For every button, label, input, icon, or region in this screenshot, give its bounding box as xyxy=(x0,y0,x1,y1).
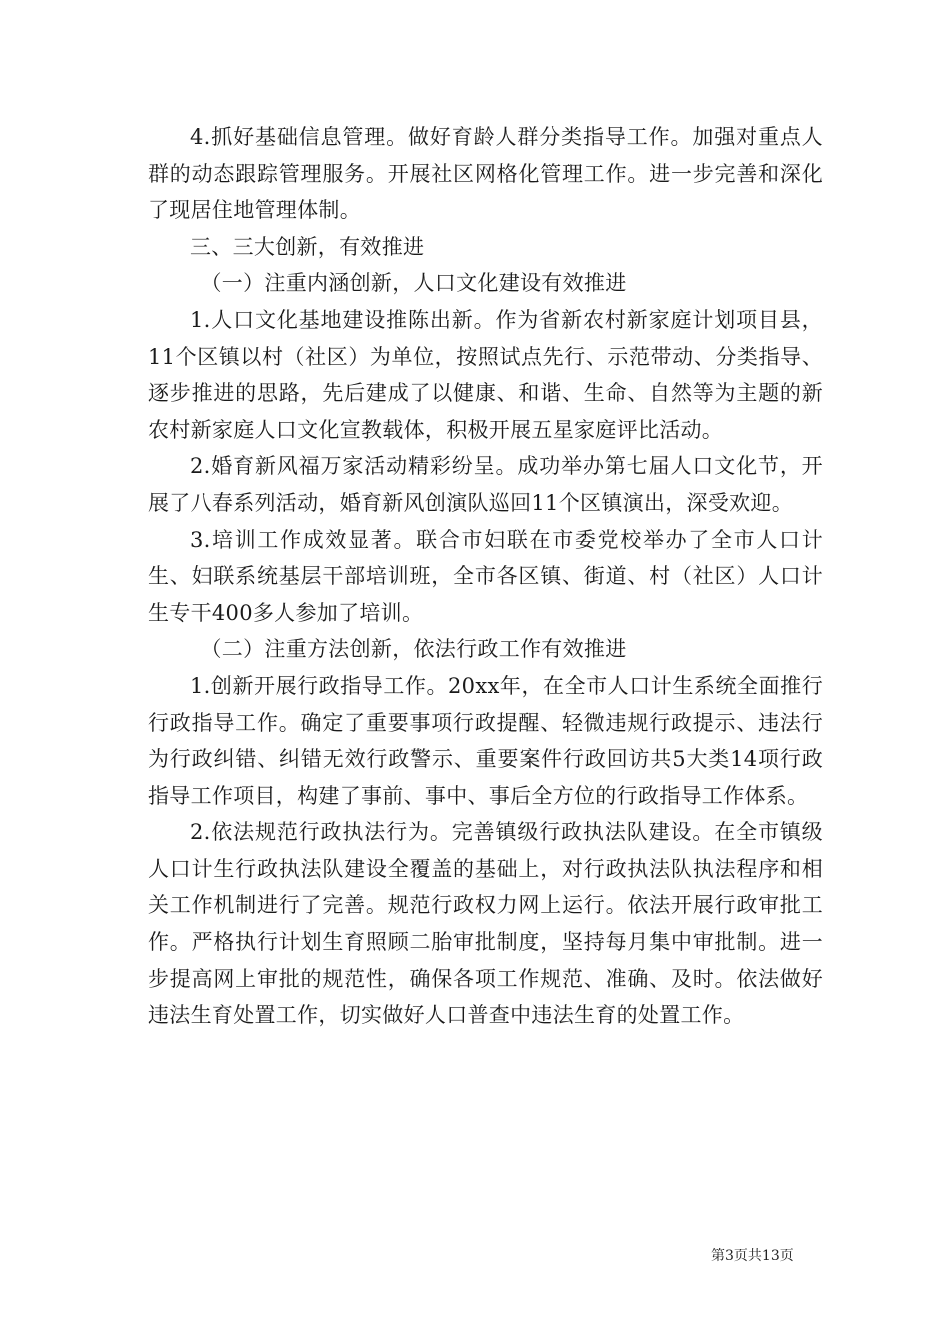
section-heading-three-innovations: 三、三大创新，有效推进 xyxy=(190,234,425,259)
paragraph-training: 3.培训工作成效显著。联合市妇联在市委党校举办了全市人口计生、妇联系统基层干部培训班，全市各区镇、街道、村（社区）人口计生专干400多人参加了培训。 xyxy=(148,527,823,625)
page-number-footer: 第3页共13页 xyxy=(711,1248,794,1264)
paragraph-law-enforcement: 2.依法规范行政执法行为。完善镇级行政执法队建设。在全市镇级人口计生行政执法队建设全覆盖的基础上，对行政执法队执法程序和相关工作机制进行了完善。规范行政权力网上运行。依法开展行政审批工作。严格执行计划生育照顾二胎审批制度，坚持每月集中审批制。进一步提高网上审批的规范性，确保各项工作规范、准确、及时。依法做好违法生育处置工作，切实做好人口普查中违法生育的处置工作。 xyxy=(148,820,823,1028)
paragraph-basic-info-management: 4.抓好基础信息管理。做好育龄人群分类指导工作。加强对重点人群的动态跟踪管理服务。开展社区网格化管理工作。进一步完善和深化了现居住地管理体制。 xyxy=(148,125,823,223)
document-body xyxy=(148,119,823,1034)
paragraph-marriage-customs: 2.婚育新风福万家活动精彩纷呈。成功举办第七届人口文化节，开展了八春系列活动，婚育新风创演队巡回11个区镇演出，深受欢迎。 xyxy=(148,454,823,515)
paragraph-administrative-guidance: 1.创新开展行政指导工作。20xx年，在全市人口计生系统全面推行行政指导工作。确定了重要事项行政提醒、轻微违规行政提示、违法行为行政纠错、纠错无效行政警示、重要案件行政回访共5大类14项行政指导工作项目，构建了事前、事中、事后全方位的行政指导工作体系。 xyxy=(148,673,823,808)
subheading-connotation-innovation: （一）注重内涵创新，人口文化建设有效推进 xyxy=(200,271,627,296)
subheading-method-innovation: （二）注重方法创新，依法行政工作有效推进 xyxy=(200,637,627,662)
paragraph-culture-base: 1.人口文化基地建设推陈出新。作为省新农村新家庭计划项目县，11个区镇以村（社区）为单位，按照试点先行、示范带动、分类指导、逐步推进的思路，先后建成了以健康、和谐、生命、自然等为主题的新农村新家庭人口文化宣教载体，积极开展五星家庭评比活动。 xyxy=(148,307,823,442)
